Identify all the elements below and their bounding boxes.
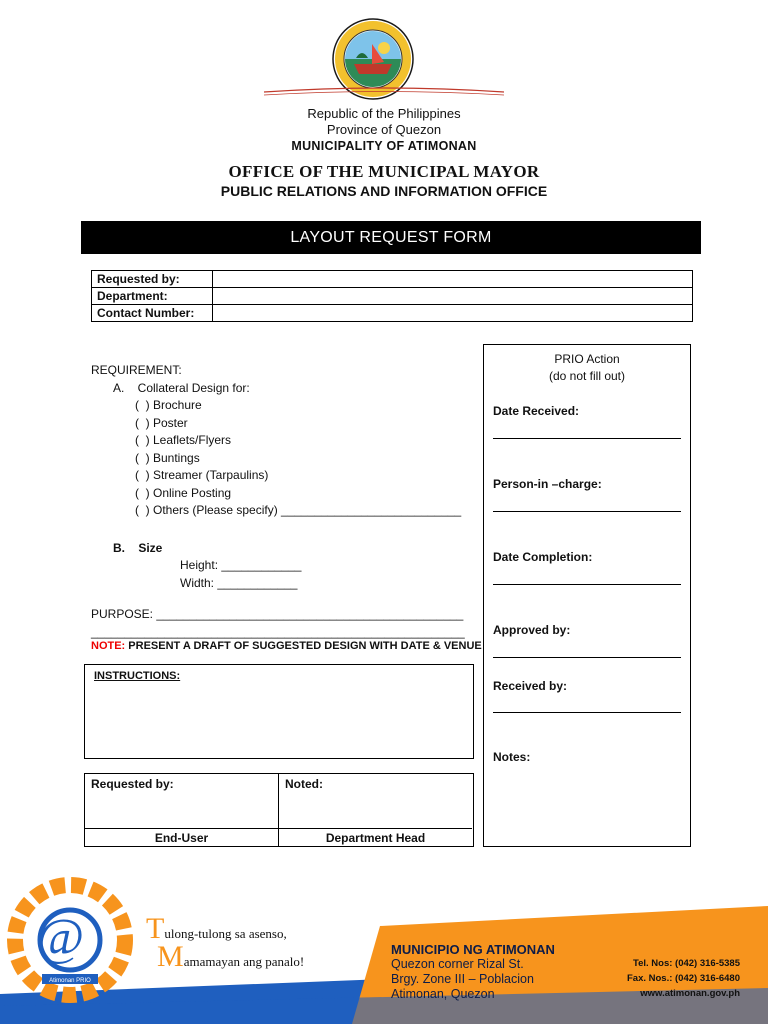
purpose-field[interactable]: PURPOSE: ______________________________________________	[91, 607, 464, 621]
person-in-charge-line[interactable]	[493, 511, 681, 512]
prio-action-box	[483, 344, 691, 847]
office-title: OFFICE OF THE MUNICIPAL MAYOR	[228, 162, 540, 181]
contact-number-label: Contact Number:	[92, 305, 213, 322]
instructions-label: INSTRUCTIONS:	[94, 670, 181, 682]
person-in-charge-label: Person-in –charge:	[493, 477, 602, 491]
footer-address	[391, 942, 555, 1002]
received-by-label: Received by:	[493, 679, 568, 693]
received-by-line[interactable]	[493, 712, 681, 713]
option-buntings[interactable]: ( ) Buntings	[135, 450, 200, 465]
requested-by-field[interactable]	[213, 271, 693, 288]
slogan-line-2	[157, 940, 304, 974]
slogan-m-initial: M	[157, 940, 184, 973]
requirement-section	[91, 362, 465, 641]
svg-text:@: @	[36, 909, 84, 966]
address-heading: MUNICIPIO NG ATIMONAN	[391, 942, 555, 957]
republic-text: Republic of the Philippines	[307, 106, 461, 121]
fax-number: Fax. Nos.: (042) 316-6480	[626, 973, 740, 984]
instructions-box[interactable]	[84, 664, 474, 759]
note-label: NOTE:	[91, 640, 126, 652]
contact-number-field[interactable]	[213, 305, 693, 322]
option-streamer[interactable]: ( ) Streamer (Tarpaulins)	[135, 468, 269, 482]
width-field[interactable]: Width: ____________	[180, 575, 298, 590]
section-b-label: B. Size	[113, 540, 163, 555]
logo-label: Atimonan PRIO	[49, 978, 91, 984]
address-line-1: Quezon corner Rizal St.	[391, 957, 524, 971]
tel-number: Tel. Nos: (042) 316-5385	[632, 958, 740, 969]
requested-by-label: Requested by:	[92, 271, 213, 288]
prio-action-title: PRIO Action	[554, 352, 620, 366]
province-text: Province of Quezon	[326, 122, 442, 137]
noted-label: Noted:	[285, 777, 323, 791]
table-row	[92, 271, 693, 288]
end-user-signature-cell[interactable]	[85, 774, 279, 846]
form-title-banner: LAYOUT REQUEST FORM	[81, 221, 701, 254]
section-a-label: A. Collateral Design for:	[113, 380, 250, 395]
height-field[interactable]: Height: ____________	[180, 558, 302, 572]
option-others[interactable]: ( ) Others (Please specify) ___________________________	[135, 503, 462, 517]
sub-office-title: PUBLIC RELATIONS AND INFORMATION OFFICE	[220, 183, 548, 199]
end-user-label: End-User	[85, 828, 278, 845]
table-row	[92, 305, 693, 322]
address-line-3: Atimonan, Quezon	[391, 987, 495, 1001]
slogan-m-rest: amamayan ang panalo!	[183, 954, 305, 969]
municipality-text: MUNICIPALITY OF ATIMONAN	[291, 139, 477, 153]
slogan-t-initial: T	[146, 912, 165, 945]
requested-by-sign-label: Requested by:	[91, 777, 174, 791]
department-field[interactable]	[213, 288, 693, 305]
website-link[interactable]: www.atimonan.gov.ph	[640, 988, 740, 999]
option-online-posting[interactable]: ( ) Online Posting	[135, 485, 232, 500]
option-brochure[interactable]: ( ) Brochure	[135, 398, 202, 412]
slogan-t-rest: ulong-tulong sa asenso,	[164, 926, 287, 941]
department-head-signature-cell[interactable]	[279, 774, 472, 846]
approved-by-line[interactable]	[493, 657, 681, 658]
date-completion-line[interactable]	[493, 584, 681, 585]
prio-logo	[15, 885, 125, 995]
approved-by-label: Approved by:	[493, 623, 571, 637]
requirement-heading: REQUIREMENT:	[91, 363, 182, 377]
table-row	[92, 288, 693, 305]
date-received-label: Date Received:	[493, 404, 580, 418]
department-head-label: Department Head	[279, 828, 472, 845]
footer-contact	[610, 956, 740, 1001]
date-completion-label: Date Completion:	[493, 550, 593, 564]
option-leaflets[interactable]: ( ) Leaflets/Flyers	[135, 433, 232, 447]
note-body: PRESENT A DRAFT OF SUGGESTED DESIGN WITH DATE & VENUE	[125, 640, 482, 652]
department-label: Department:	[92, 288, 213, 305]
note-text	[91, 640, 482, 652]
signature-box	[84, 773, 474, 847]
prio-action-subtitle: (do not fill out)	[548, 369, 626, 383]
purpose-line-2[interactable]: ________________________________________________________	[91, 624, 465, 639]
requester-info-table	[91, 270, 693, 322]
address-line-2: Brgy. Zone III – Poblacion	[391, 972, 534, 986]
option-poster[interactable]: ( ) Poster	[135, 415, 188, 430]
notes-label: Notes:	[493, 750, 531, 764]
header-swoosh	[262, 86, 506, 100]
date-received-line[interactable]	[493, 438, 681, 439]
